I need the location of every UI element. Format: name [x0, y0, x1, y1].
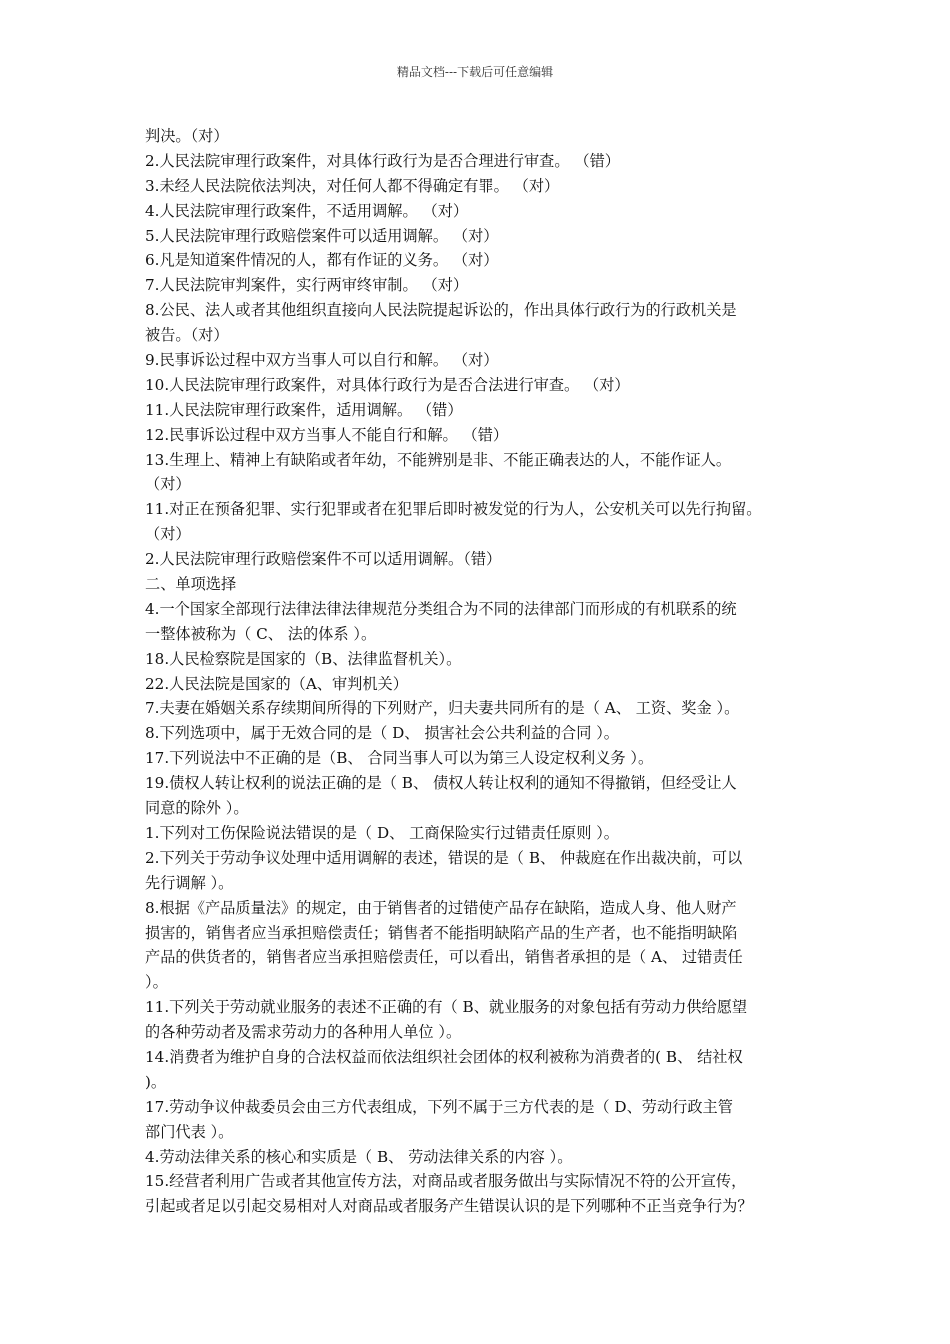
- text-line: 先行调解 ）。: [145, 873, 234, 892]
- text-line: 19.债权人转让权利的说法正确的是（ B、 债权人转让权利的通知不得撤销，但经受让人: [145, 774, 737, 793]
- text-line: 17.下列说法中不正确的是（B、 合同当事人可以为第三人设定权利义务 ）。: [145, 749, 654, 768]
- text-line: 部门代表 ）。: [145, 1122, 234, 1141]
- text-line: 1.下列对工伤保险说法错误的是（ D、 工商保险实行过错责任原则 ）。: [145, 823, 619, 842]
- text-line: 4.劳动法律关系的核心和实质是（ B、 劳动法律关系的内容 ）。: [145, 1147, 573, 1166]
- text-line: 11.对正在预备犯罪、实行犯罪或者在犯罪后即时被发觉的行为人，公安机关可以先行拘留。: [145, 500, 762, 519]
- page-header: 精品文档---下载后可任意编辑: [396, 65, 554, 79]
- text-line: 2.人民法院审理行政赔偿案件不可以适用调解。（错）: [145, 550, 502, 569]
- text-line: 8.公民、法人或者其他组织直接向人民法院提起诉讼的，作出具体行政行为的行政机关是: [145, 301, 737, 320]
- text-line: 15.经营者利用广告或者其他宣传方法，对商品或者服务做出与实际情况不符的公开宣传，: [145, 1172, 747, 1191]
- text-line: 8.下列选项中，属于无效合同的是（ D、 损害社会公共利益的合同 ）。: [145, 724, 619, 743]
- text-line: )。: [145, 1072, 167, 1091]
- text-line: 6.凡是知道案件情况的人，都有作证的义务。 （对）: [145, 251, 499, 270]
- text-line: 2.人民法院审理行政案件，对具体行政行为是否合理进行审查。 （错）: [145, 151, 620, 170]
- text-line: 9.民事诉讼过程中双方当事人可以自行和解。 （对）: [145, 351, 499, 370]
- text-line: 的各种劳动者及需求劳动力的各种用人单位 ）。: [145, 1023, 462, 1042]
- text-line: 损害的，销售者应当承担赔偿责任；销售者不能指明缺陷产品的生产者，也不能指明缺陷: [145, 923, 738, 942]
- text-line: 产品的供货者的，销售者应当承担赔偿责任，可以看出，销售者承担的是（ A、 过错责任: [145, 948, 743, 967]
- text-line: （对）: [145, 525, 191, 544]
- text-line: 判决。（对）: [145, 127, 229, 145]
- text-line: 7.人民法院审判案件，实行两审终审制。 （对）: [145, 276, 469, 295]
- text-line: 5.人民法院审理行政赔偿案件可以适用调解。 （对）: [145, 226, 499, 245]
- text-line: 引起或者足以引起交易相对人对商品或者服务产生错误认识的是下列哪种不正当竞争行为？: [145, 1197, 753, 1216]
- text-line: 7.夫妻在婚姻关系存续期间所得的下列财产，归夫妻共同所有的是（ A、 工资、奖金 ）。: [145, 699, 740, 718]
- text-line: 18.人民检察院是国家的（B、法律监督机关）。: [145, 649, 462, 668]
- text-line: 被告。（对）: [145, 326, 229, 345]
- text-line: 22.人民法院是国家的（A、审判机关）: [145, 674, 408, 693]
- text-line: 11.人民法院审理行政案件，适用调解。 （错）: [145, 400, 463, 419]
- text-line: 8.根据《产品质量法》的规定，由于销售者的过错使产品存在缺陷，造成人身、他人财产: [145, 898, 737, 917]
- text-line: 10.人民法院审理行政案件，对具体行政行为是否合法进行审查。 （对）: [145, 375, 630, 394]
- text-line: 2.下列关于劳动争议处理中适用调解的表述，错误的是（ B、 仲裁庭在作出裁决前，可以: [145, 848, 743, 867]
- text-line: 12.民事诉讼过程中双方当事人不能自行和解。 （错）: [145, 425, 509, 444]
- text-line: 同意的除外 ）。: [145, 799, 249, 818]
- text-line: 17.劳动争议仲裁委员会由三方代表组成，下列不属于三方代表的是（ D、劳动行政主管: [145, 1097, 733, 1116]
- text-line: 3.未经人民法院依法判决，对任何人都不得确定有罪。 （对）: [145, 176, 560, 195]
- document-body: [145, 124, 825, 1219]
- text-line: 一整体被称为（ C、 法的体系 ）。: [145, 624, 377, 643]
- text-line: 4.一个国家全部现行法律法律法律规范分类组合为不同的法律部门而形成的有机联系的统: [145, 599, 737, 618]
- text-line: ）。: [145, 973, 168, 992]
- text-line: 13.生理上、精神上有缺陷或者年幼，不能辨别是非、不能正确表达的人，不能作证人。: [145, 450, 732, 469]
- text-line: 4.人民法院审理行政案件，不适用调解。 （对）: [145, 201, 469, 220]
- text-line: 二、单项选择: [145, 575, 237, 594]
- text-line: 14.消费者为维护自身的合法权益而依法组织社会团体的权利被称为消费者的( B、 结社权: [145, 1047, 743, 1066]
- text-line: 11.下列关于劳动就业服务的表述不正确的有（ B、就业服务的对象包括有劳动力供给愿望: [145, 998, 748, 1017]
- text-line: （对）: [145, 475, 191, 494]
